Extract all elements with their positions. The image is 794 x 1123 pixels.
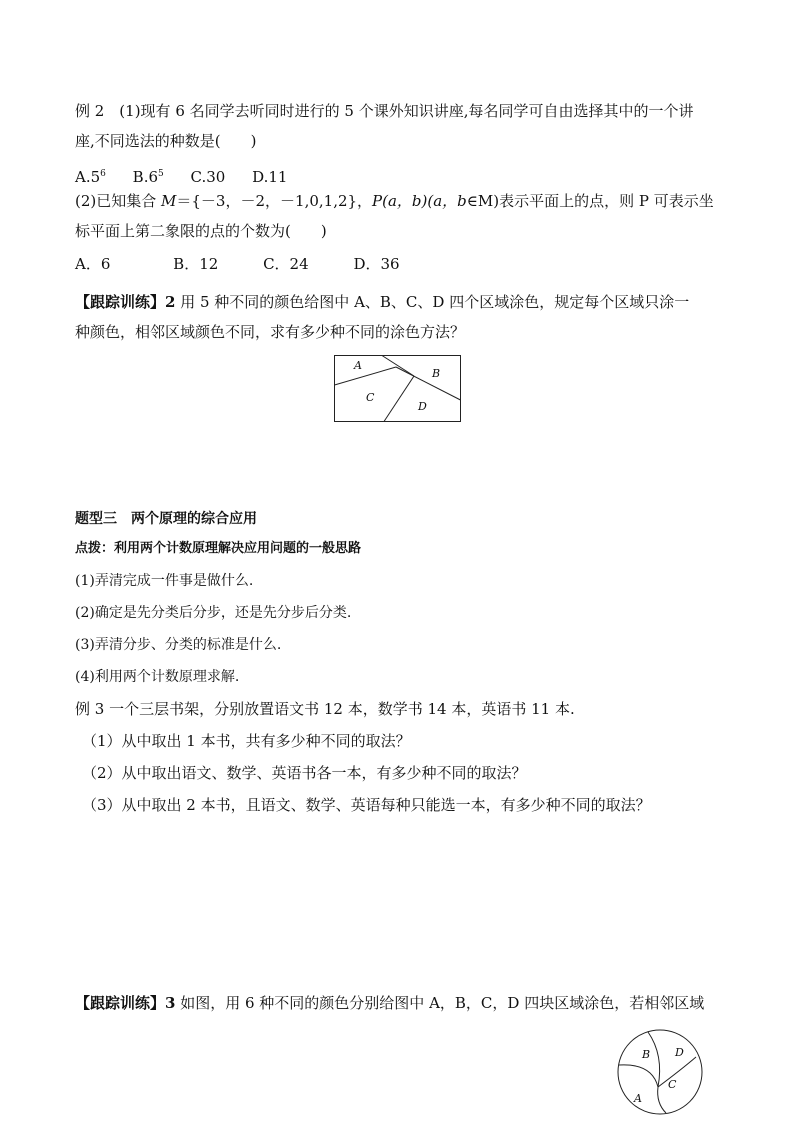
example2-q1-options — [75, 164, 287, 187]
training2-tag: 【跟踪训练】2 — [75, 293, 176, 311]
region-label-b: B — [432, 367, 441, 380]
option-d: D.11 — [252, 168, 288, 186]
region-label-a: A — [354, 359, 362, 372]
training2-line2: 种颜色，相邻区域颜色不同，求有多少种不同的涂色方法？ — [75, 323, 466, 341]
option-c: C.30 — [190, 168, 226, 186]
tip-item: (3)弄清分步、分类的标准是什么. — [75, 637, 282, 653]
example3-stem: 例 3 一个三层书架，分别放置语文书 12 本，数学书 14 本，英语书 11 本. — [75, 700, 575, 718]
region-diagram-circle — [612, 1027, 708, 1117]
tip-title: 点拨：利用两个计数原理解决应用问题的一般思路 — [75, 541, 362, 556]
region-label-b: B — [642, 1048, 651, 1061]
region-label-a: A — [634, 1092, 642, 1105]
training3-tag: 【跟踪训练】3 — [75, 994, 176, 1012]
region-diagram-rect — [334, 355, 462, 423]
option-b: $B.6^5$ — [132, 168, 164, 186]
region-label-c: C — [668, 1078, 677, 1091]
example2-q2-options — [75, 254, 400, 274]
example3-q3: （3）从中取出 2 本书，且语文、数学、英语每种只能选一本，有多少种不同的取法？ — [82, 796, 651, 814]
tip-item: (4)利用两个计数原理求解. — [75, 669, 240, 685]
example2-q2-line1: (2)已知集合 M＝{－3，－2，－1,0,1,2}，P(a，b)(a，b∈M)表示平面上的点，则 P 可表示坐 — [75, 192, 714, 210]
option-a: $A.5^6$ — [75, 168, 106, 186]
tip-item: (2)确定是先分类后分步，还是先分步后分类. — [75, 605, 352, 621]
example2-q2-line2: 标平面上第二象限的点的个数为( ) — [75, 222, 327, 240]
example2-q1-line1: 例 2 (1)现有 6 名同学去听同时进行的 5 个课外知识讲座,每名同学可自由选择其中的一个讲 — [75, 102, 694, 120]
training2-line1: 【跟踪训练】2 用 5 种不同的颜色给图中 A、B、C、D 四个区域涂色，规定每个区域只涂一 — [75, 293, 690, 311]
region-label-d: D — [675, 1046, 684, 1059]
tip-item: (1)弄清完成一件事是做什么. — [75, 573, 254, 589]
training3-line1: 【跟踪训练】3 如图，用 6 种不同的颜色分别给图中 A，B，C，D 四块区域涂色，若相邻区域 — [75, 994, 705, 1012]
option-c: C．24 — [263, 255, 309, 273]
region-label-d: D — [418, 400, 427, 413]
region-label-c: C — [366, 391, 375, 404]
option-d: D．36 — [353, 255, 400, 273]
example3-q2: （2）从中取出语文、数学、英语书各一本，有多少种不同的取法？ — [82, 764, 527, 782]
example3-q1: （1）从中取出 1 本书，共有多少种不同的取法？ — [82, 732, 411, 750]
option-b: B．12 — [173, 255, 219, 273]
option-a: A．6 — [75, 255, 111, 273]
section-title: 题型三 两个原理的综合应用 — [75, 511, 257, 527]
example2-q1-line2: 座,不同选法的种数是( ) — [75, 132, 257, 150]
